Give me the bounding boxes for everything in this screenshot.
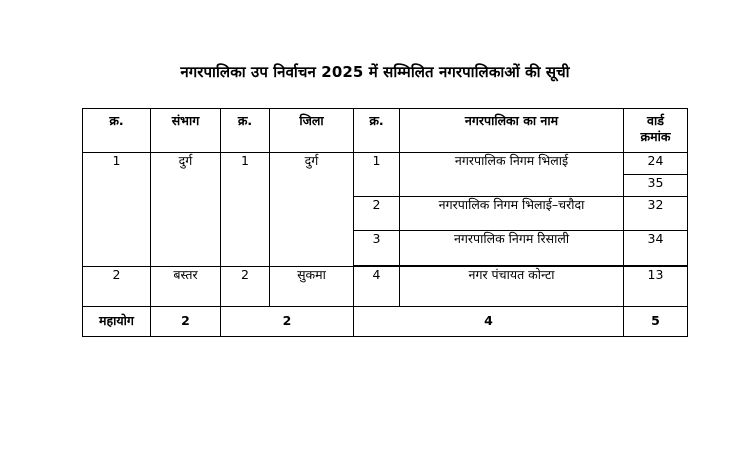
cell-ward-number: 34 <box>624 231 688 266</box>
cell-sno-municipality: 3 <box>354 231 400 266</box>
cell-sno-municipality: 4 <box>354 267 400 307</box>
total-districts: 2 <box>221 307 354 337</box>
cell-ward-number: 32 <box>624 197 688 231</box>
document-title: नगरपालिका उप निर्वाचन 2025 में सम्मिलित नगरपालिकाओं की सूची <box>180 63 570 81</box>
cell-district: सुकमा <box>270 267 354 307</box>
header-ward-line1: वार्ड <box>647 113 664 128</box>
cell-sno-municipality: 2 <box>354 197 400 231</box>
cell-division: बस्तर <box>151 267 221 307</box>
total-municipalities: 4 <box>354 307 624 337</box>
header-district: जिला <box>270 109 354 153</box>
header-ward-line2: क्रमांक <box>640 129 671 144</box>
cell-municipality-name: नगरपालिक निगम भिलाई <box>400 153 624 197</box>
cell-municipality-name: नगरपालिक निगम भिलाई–चरौदा <box>400 197 624 231</box>
cell-ward-number: 35 <box>624 175 688 197</box>
header-ward-number <box>624 109 688 153</box>
cell-municipality-name: नगर पंचायत कोन्टा <box>400 267 624 307</box>
cell-ward-number: 13 <box>624 267 688 307</box>
municipality-list-table <box>82 108 688 337</box>
cell-sno-municipality: 1 <box>354 153 400 197</box>
total-divisions: 2 <box>151 307 221 337</box>
cell-municipality-name: नगरपालिक निगम रिसाली <box>400 231 624 266</box>
header-sno-division: क्र. <box>83 109 151 153</box>
header-sno-municipality: क्र. <box>354 109 400 153</box>
cell-district: दुर्ग <box>270 153 354 267</box>
cell-ward-number: 24 <box>624 153 688 175</box>
table-row <box>83 267 688 307</box>
total-label: महायोग <box>83 307 151 337</box>
total-wards: 5 <box>624 307 688 337</box>
cell-sno-district: 2 <box>221 267 270 307</box>
table-row <box>83 153 688 175</box>
table-header-row <box>83 109 688 153</box>
cell-sno-division: 1 <box>83 153 151 267</box>
header-division: संभाग <box>151 109 221 153</box>
total-row <box>83 307 688 337</box>
cell-sno-division: 2 <box>83 267 151 307</box>
cell-division: दुर्ग <box>151 153 221 267</box>
header-sno-district: क्र. <box>221 109 270 153</box>
header-municipality-name: नगरपालिका का नाम <box>400 109 624 153</box>
cell-sno-district: 1 <box>221 153 270 267</box>
